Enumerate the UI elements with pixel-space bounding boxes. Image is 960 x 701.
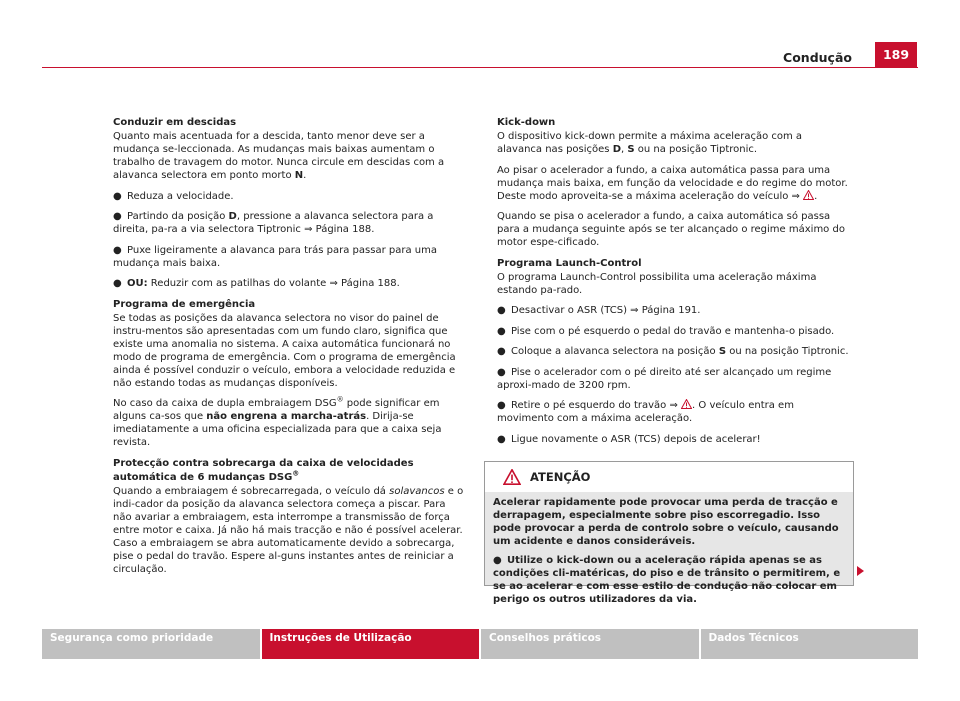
- footer-tab-instructions[interactable]: Instruções de Utilização: [262, 629, 480, 659]
- heading-launch-control: Programa Launch-Control: [497, 257, 642, 269]
- heading-overload: Protecção contra sobrecarga da caixa de velocidades automática de 6 mudanças DSG®: [113, 457, 414, 483]
- bullet-enable-asr: ● Ligue novamente o ASR (TCS) depois de acelerar!: [497, 433, 761, 445]
- paragraph-kickdown-3: Quando se pisa o acelerador a fundo, a caixa automática só passa para a mudança seguinte após se ter alcançado o regime máximo do motor espe-cificado.: [497, 211, 845, 248]
- bullet-accelerator: ● Pise o acelerador com o pé direito até ser alcançado um regime aproxi-mado de 3200 rpm.: [497, 366, 832, 391]
- left-column: [113, 116, 465, 583]
- continue-arrow-icon: [857, 566, 864, 576]
- warning-box: [484, 461, 854, 605]
- paragraph-overload: Quando a embraiagem é sobrecarregada, o veículo dá solavancos e o indi-cador da posição da alavanca selectora começa a piscar. Para não avariar a embraiagem, esta interrompe a transmissão de força entre motor e caixa. Já não há mais tracção e não é possível acelerar. Caso a embraiagem se abra automaticamente devido a sobrecarga, pise o pedal do travão. Espere al-guns instantes antes de reiniciar a circulação.: [113, 485, 464, 575]
- page-number: 189: [875, 42, 917, 67]
- right-column: [497, 116, 849, 453]
- paragraph-kickdown-2: Ao pisar o acelerador a fundo, a caixa automática passa para uma mudança mais baixa, em função da velocidade e do regime do motor. Deste modo aproveita-se a máxima aceleração do veículo ⇒ .: [497, 164, 848, 202]
- warning-text-1: Acelerar rapidamente pode provocar uma perda de tracção e derrapagem, especialmente sobre piso escorregadio. Isso pode provocar a perda de controlo sobre o veículo, causando um acidente e danos consideráveis.: [493, 497, 839, 547]
- paragraph-launch-control: O programa Launch-Control possibilita uma aceleração máxima estando pa-rado.: [497, 271, 817, 296]
- paragraph-dsg: No caso da caixa de dupla embraiagem DSG® pode significar em alguns ca-sos que não engrena a marcha-atrás. Dirija-se imediatamente a uma oficina especializada para que a caixa seja revista.: [113, 395, 442, 448]
- bullet-paddles: ● OU: Reduzir com as patilhas do volante ⇒ Página 188.: [113, 278, 400, 289]
- warning-header: [485, 462, 853, 492]
- bullet-release-brake: ● Retire o pé esquerdo do travão ⇒ . O veículo entra em movimento com a máxima aceleração.: [497, 400, 794, 424]
- bullet-brake-pedal: ● Pise com o pé esquerdo o pedal do travão e mantenha-o pisado.: [497, 325, 835, 337]
- header-rule: [42, 67, 918, 68]
- warning-title: ATENÇÃO: [530, 470, 591, 484]
- bullet-pull-lever: ● Puxe ligeiramente a alavanca para trás para passar para uma mudança mais baixa.: [113, 244, 437, 269]
- bullet-reduce-speed: ● Reduza a velocidade.: [113, 190, 234, 202]
- footer-tab-safety[interactable]: Segurança como prioridade: [42, 629, 260, 659]
- footer-nav: [42, 629, 918, 659]
- warning-text-2: ● Utilize o kick-down ou a aceleração rápida apenas se as condições cli-matéricas, do piso e de trânsito o permitirem, e se ao acelerar e com esse estilo de condução não colocar em perigo os outros utilizadores da via.: [493, 555, 841, 605]
- heading-emergency: Programa de emergência: [113, 298, 256, 310]
- footer-tab-practical-tips[interactable]: Conselhos práticos: [481, 629, 699, 659]
- warning-triangle-icon: [503, 469, 521, 485]
- warning-triangle-icon[interactable]: [803, 190, 814, 200]
- page-header-title: Condução: [783, 50, 852, 65]
- warning-body: [485, 492, 853, 605]
- bullet-disable-asr: ● Desactivar o ASR (TCS) ⇒ Página 191.: [497, 305, 701, 316]
- heading-kickdown: Kick-down: [497, 117, 556, 128]
- warning-triangle-icon[interactable]: [681, 399, 692, 409]
- paragraph-kickdown: O dispositivo kick-down permite a máxima aceleração com a alavanca nas posições D, S ou na posição Tiptronic.: [497, 131, 803, 155]
- footer-tab-technical-data[interactable]: Dados Técnicos: [701, 629, 919, 659]
- heading-downhill: Conduzir em descidas: [113, 117, 237, 128]
- bullet-selector-s: ● Coloque a alavanca selectora na posição S ou na posição Tiptronic.: [497, 346, 849, 357]
- paragraph-emergency: Se todas as posições da alavanca selectora no visor do painel de instru-mentos são apresentadas com um fundo claro, significa que existe uma anomalia no sistema. A caixa automática funcionará no modo de programa de emergência. Com o programa de emergência ainda é possível conduzir o veículo, embora a velocidade reduzida e não estando todas as mudanças disponíveis.: [113, 312, 456, 389]
- paragraph-downhill: Quanto mais acentuada for a descida, tanto menor deve ser a mudança se-leccionada. As mudanças mais baixas aumentam o trabalho de travagem do motor. Nunca circule em descidas com a alavanca selectora em ponto morto N.: [113, 131, 445, 181]
- bullet-tiptronic: ● Partindo da posição D, pressione a alavanca selectora para a direita, pa-ra a via selectora Tiptronic ⇒ Página 188.: [113, 211, 434, 235]
